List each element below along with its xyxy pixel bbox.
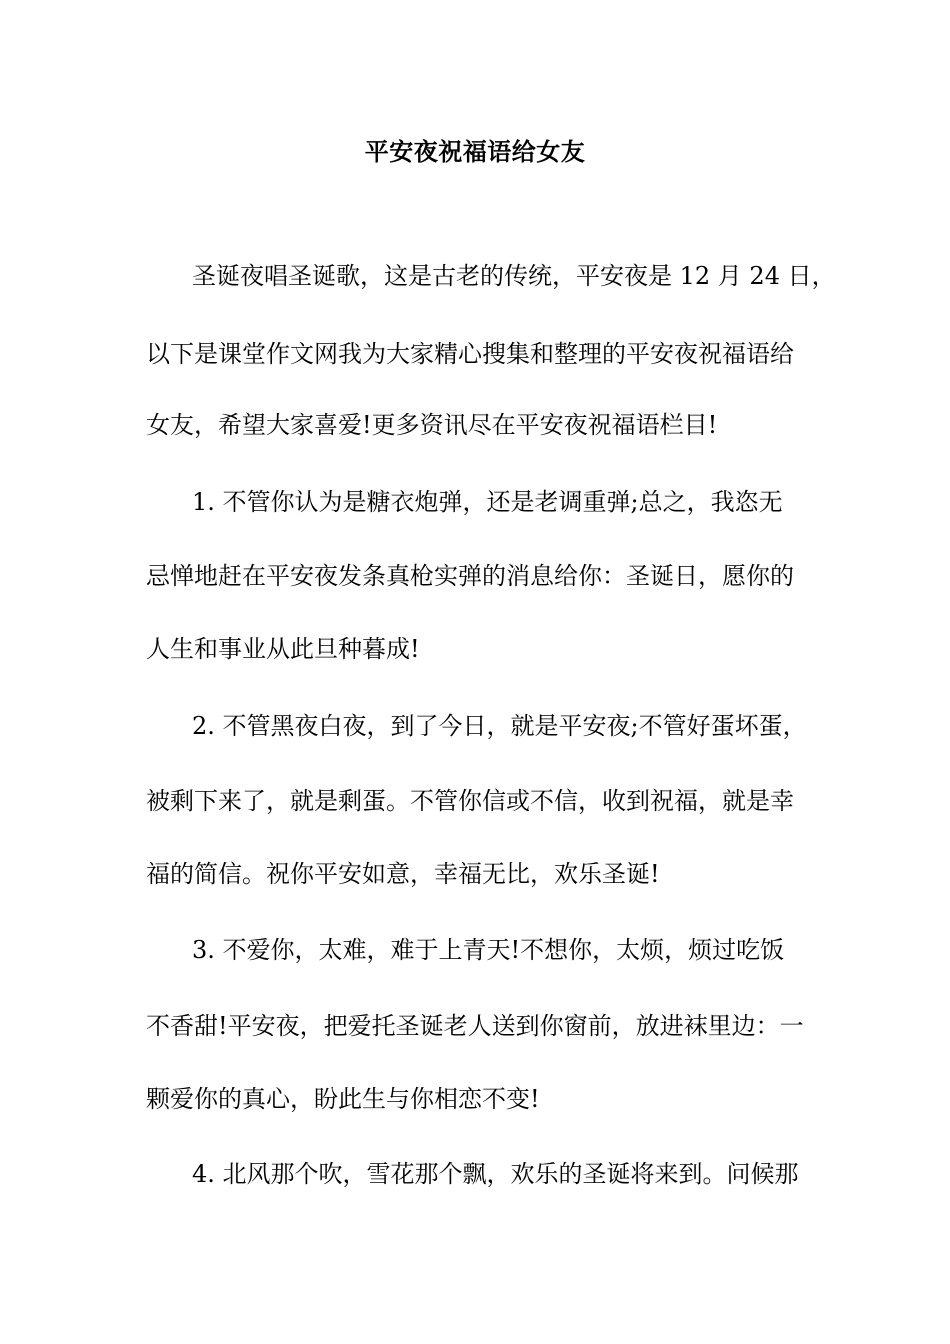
paragraph-line: 被剩下来了，就是剩蛋。不管你信或不信，收到祝福，就是幸 xyxy=(146,787,794,815)
paragraph-line: 3. 不爱你，太难，难于上青天!不想你，太烦，烦过吃饭 xyxy=(192,936,785,964)
paragraph-line: 人生和事业从此旦种暮成! xyxy=(146,635,420,663)
document-title: 平安夜祝福语给女友 xyxy=(364,137,586,166)
paragraph-line: 4. 北风那个吹，雪花那个飘，欢乐的圣诞将来到。问候那 xyxy=(192,1160,799,1188)
paragraph-line: 1. 不管你认为是糖衣炮弹，还是老调重弹;总之，我恣无 xyxy=(192,488,783,516)
paragraph-line: 2. 不管黑夜白夜，到了今日，就是平安夜;不管好蛋坏蛋， xyxy=(192,712,807,740)
paragraph-line: 不香甜!平安夜，把爱托圣诞老人送到你窗前，放进袜里边：一 xyxy=(146,1012,804,1040)
paragraph-line: 圣诞夜唱圣诞歌，这是古老的传统，平安夜是 12 月 24 日， xyxy=(192,262,836,290)
paragraph-line: 颗爱你的真心，盼此生与你相恋不变! xyxy=(146,1085,540,1113)
paragraph-line: 福的简信。祝你平安如意，幸福无比，欢乐圣诞! xyxy=(146,860,660,888)
paragraph-line: 女友，希望大家喜爱!更多资讯尽在平安夜祝福语栏目! xyxy=(146,411,718,439)
paragraph-line: 忌惮地赶在平安夜发条真枪实弹的消息给你：圣诞日，愿你的 xyxy=(146,562,794,590)
paragraph-line: 以下是课堂作文网我为大家精心搜集和整理的平安夜祝福语给 xyxy=(146,340,794,368)
